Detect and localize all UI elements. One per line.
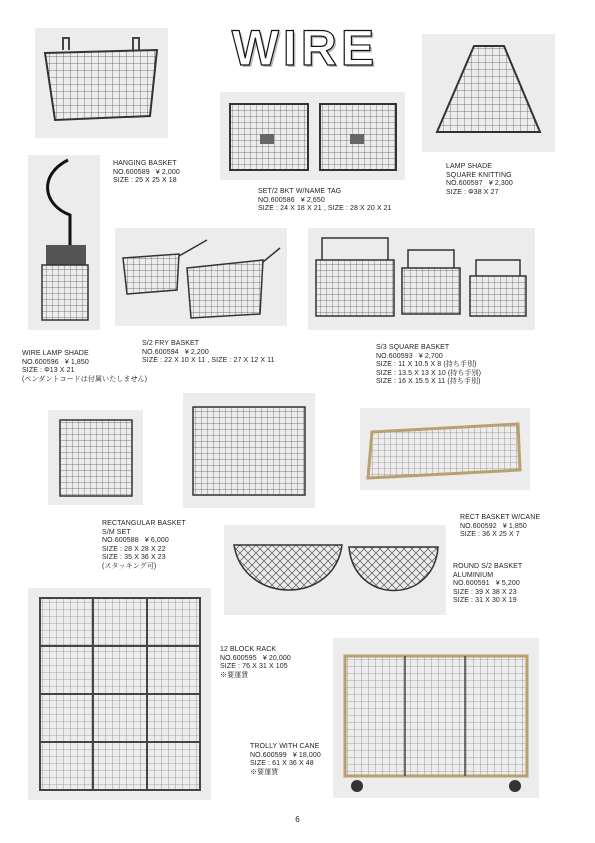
product-size: SIZE : Φ13 X 21 [22, 367, 75, 375]
lamp-shade-photo [422, 34, 555, 152]
product-no: NO.600591 [453, 580, 490, 588]
product-note: ※要運賃 [250, 768, 279, 776]
product-name: 12 BLOCK RACK [220, 646, 277, 653]
product-size: SIZE : 35 X 36 X 23 [102, 554, 166, 562]
wire-logo [225, 20, 385, 102]
product-name: ROUND S/2 BASKET [453, 563, 523, 570]
product-size: SIZE : 22 X 10 X 11 , SIZE : 27 X 12 X 11 [142, 357, 275, 365]
fry-basket-caption [142, 340, 275, 366]
product-price: ¥ 2,200 [184, 348, 209, 356]
product-size: SIZE : 24 X 18 X 21 , SIZE : 28 X 20 X 21 [258, 205, 392, 213]
product-size: SIZE : 39 X 38 X 23 [453, 588, 517, 596]
product-no: NO.600588 [102, 537, 139, 545]
product-size: SIZE : 31 X 30 X 19 [453, 597, 517, 605]
product-name: SET/2 BKT W/NAME TAG [258, 188, 342, 195]
fry-basket-photo [115, 228, 287, 326]
trolly-photo [333, 638, 539, 798]
trolly-caption [250, 743, 321, 777]
product-note: (スタッキング可) [102, 562, 157, 570]
product-size: SIZE : 36 X 25 X 7 [460, 531, 520, 539]
product-no: NO.600599 [250, 751, 287, 759]
product-no: NO.600594 [142, 348, 179, 356]
set2-basket-photo [220, 92, 405, 180]
rect-basket-cane-photo [360, 408, 530, 490]
wire-lamp-shade-caption [22, 350, 147, 384]
product-subname: ALUMINIUM [453, 571, 494, 579]
wire-lamp-shade-photo [28, 155, 100, 330]
product-price: ¥ 1,850 [64, 358, 89, 366]
product-subname: SQUARE KNITTING [446, 171, 512, 179]
product-size: SIZE : 11 X 10.5 X 8 (持ち手別) [376, 361, 477, 369]
round-basket-photo [224, 525, 446, 615]
product-price: ¥ 2,000 [155, 168, 180, 176]
product-price: ¥ 2,700 [418, 352, 443, 360]
product-no: NO.600596 [22, 358, 59, 366]
product-no: NO.600595 [220, 654, 257, 662]
product-size: SIZE : 13.5 X 13 X 10 (持ち手別) [376, 369, 482, 377]
product-no: NO.600586 [258, 196, 295, 204]
product-price: ¥ 5,200 [495, 580, 520, 588]
product-price: ¥ 6,000 [144, 537, 169, 545]
product-size: SIZE : 16 X 15.5 X 11 (持ち手別) [376, 378, 481, 386]
product-price: ¥ 1,850 [502, 522, 527, 530]
product-note: (ペンダントコードは付属いたしません) [22, 375, 148, 383]
product-no: NO.600589 [113, 168, 150, 176]
product-price: ¥ 20,000 [262, 654, 291, 662]
product-price: ¥ 18,000 [292, 751, 321, 759]
product-name: S/3 SQUARE BASKET [376, 344, 450, 351]
square-basket-caption [376, 344, 481, 387]
rect-basket-small-photo [48, 410, 143, 505]
lamp-shade-caption [446, 163, 513, 197]
round-basket-caption [453, 563, 522, 606]
product-name: HANGING BASKET [113, 160, 177, 167]
product-size: SIZE : 28 X 28 X 22 [102, 545, 166, 553]
hanging-basket-photo [35, 28, 168, 138]
product-size: SIZE : Φ38 X 27 [446, 188, 499, 196]
logo-title: WIRE [231, 20, 379, 76]
product-name: RECT BASKET W/CANE [460, 514, 541, 521]
rect-basket-caption [102, 520, 186, 572]
product-size: SIZE : 25 X 25 X 18 [113, 177, 177, 185]
product-no: NO.600593 [376, 352, 413, 360]
product-size: SIZE : 76 X 31 X 105 [220, 663, 288, 671]
product-subname: S/M SET [102, 528, 131, 536]
page-number: 6 [295, 815, 300, 824]
product-name: RECTANGULAR BASKET [102, 520, 186, 527]
product-no: NO.600592 [460, 522, 497, 530]
block-rack-caption [220, 646, 291, 680]
product-name: S/2 FRY BASKET [142, 340, 200, 347]
set2-bkt-caption [258, 188, 392, 214]
product-name: WIRE LAMP SHADE [22, 350, 89, 357]
product-note: ※要運賃 [220, 671, 249, 679]
product-name: LAMP SHADE [446, 163, 492, 170]
rect-basket-cane-caption [460, 514, 540, 540]
product-price: ¥ 2,650 [300, 196, 325, 204]
product-price: ¥ 2,300 [488, 180, 513, 188]
hanging-basket-caption [113, 160, 180, 186]
block-rack-photo [28, 588, 211, 800]
square-basket-photo [308, 228, 535, 330]
rect-basket-large-photo [183, 393, 315, 508]
product-size: SIZE : 61 X 36 X 48 [250, 760, 314, 768]
product-name: TROLLY WITH CANE [250, 743, 320, 750]
product-no: NO.600597 [446, 180, 483, 188]
